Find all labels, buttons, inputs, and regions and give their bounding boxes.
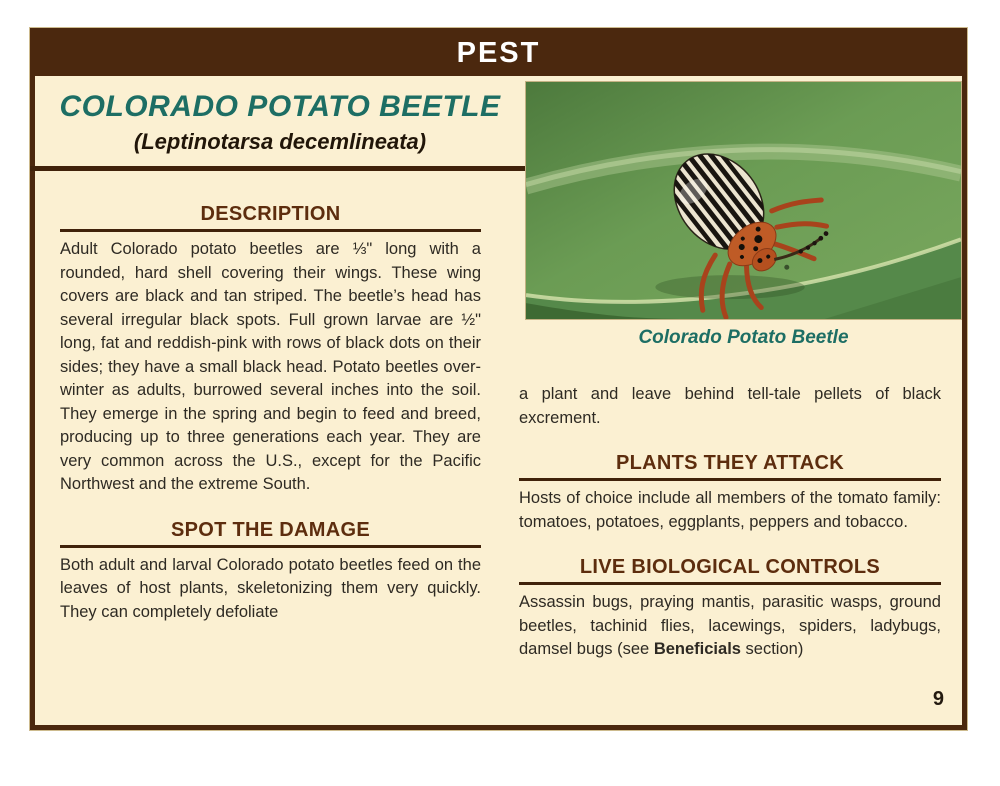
- photo-caption: Colorado Potato Beetle: [638, 327, 849, 348]
- pest-scientific-name: (Leptinotarsa decemlineata): [133, 129, 427, 154]
- description-body: Adult Colorado potato beetles are ⅓" long with a rounded, hard shell covering their wings. These wing covers are black and tan striped. The beetle’s head has several irregular black spots. Full grown larvae are ½" long, fat and reddish-pink with rows of black dots on their sides; they have a small black head. Potato beetles over-winter as adults, burrowed several inches into the soil. They emerge in the spring and begin to feed and breed, producing up to three generations each year. They are very common across the U.S., except for the Pacific Northwest and the extreme South.: [60, 240, 481, 493]
- pest-guide-page: [30, 28, 967, 730]
- left-column: [60, 203, 481, 624]
- beetle-shadow: [655, 275, 804, 299]
- spot-the-damage-heading: SPOT THE DAMAGE: [171, 518, 370, 541]
- plants-they-attack-body: Hosts of choice include all members of the tomato family: tomatoes, potatoes, eggplants, peppers and tobacco.: [519, 489, 941, 531]
- description-rule: [60, 229, 481, 232]
- bio-controls-text-before: Assassin bugs, praying mantis, parasitic wasps, ground beetles, tachinid flies, lacewings, spiders, ladybugs, damsel bugs (see: [519, 593, 941, 658]
- right-column: [519, 383, 941, 662]
- page-number: 9: [932, 688, 944, 710]
- page-content: [35, 76, 962, 725]
- beetle-photo: [525, 81, 962, 320]
- damage-continuation-body: a plant and leave behind tell-tale pellets of black excrement.: [519, 385, 941, 427]
- spot-the-damage-rule: [60, 545, 481, 548]
- bio-controls-text-after: section): [740, 640, 804, 658]
- title-divider-rule: [30, 166, 525, 171]
- description-heading: DESCRIPTION: [200, 203, 341, 225]
- live-biological-controls-heading: LIVE BIOLOGICAL CONTROLS: [579, 556, 881, 578]
- beetle-photo-illustration: [526, 82, 961, 319]
- plants-they-attack-heading: PLANTS THEY ATTACK: [616, 452, 844, 474]
- live-biological-controls-rule: [519, 582, 941, 585]
- plants-they-attack-rule: [519, 478, 941, 481]
- page-header-title: PEST: [456, 37, 541, 69]
- page-header-banner: [30, 28, 967, 76]
- spot-the-damage-body: Both adult and larval Colorado potato beetles feed on the leaves of host plants, skeletonizing them very quickly. They can completely defoliate: [60, 555, 481, 621]
- pest-common-name: COLORADO POTATO BEETLE: [59, 90, 501, 123]
- bio-controls-beneficials-ref: Beneficials: [653, 640, 741, 658]
- pest-title-block: [35, 84, 525, 155]
- live-biological-controls-body: [519, 591, 941, 662]
